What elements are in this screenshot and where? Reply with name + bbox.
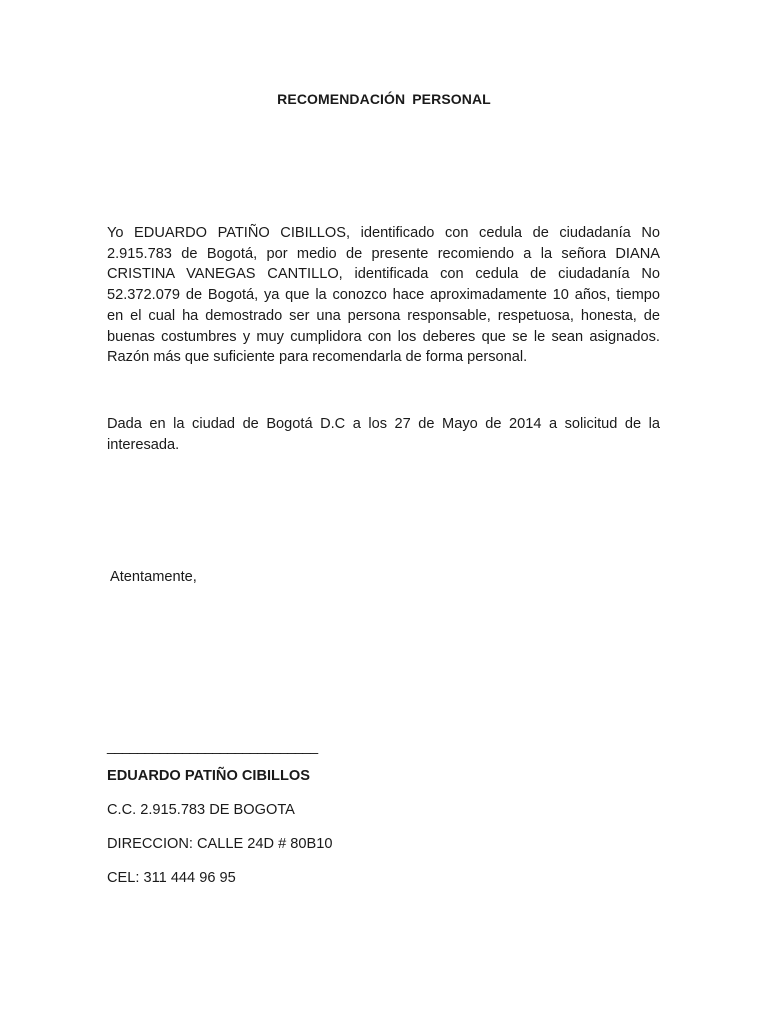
date-paragraph: Dada en la ciudad de Bogotá D.C a los 27 de Mayo de 2014 a solicitud de la interesada. <box>107 416 660 453</box>
signer-phone: CEL: 311 444 96 95 <box>107 870 236 886</box>
signature-line: ____________________________ <box>107 739 318 755</box>
closing-text: Atentamente, <box>110 569 197 585</box>
signer-name: EDUARDO PATIÑO CIBILLOS <box>107 768 310 784</box>
document-title: RECOMENDACIÓN PERSONAL <box>277 91 491 107</box>
recommendation-paragraph: Yo EDUARDO PATIÑO CIBILLOS, identificado con cedula de ciudadanía No 2.915.783 de Bogotá, por medio de presente recomiendo a la señora DIANA CRISTINA VANEGAS CANTILLO, identificada con cedula de ciudadanía No 52.372.079 de Bogotá, ya que la conozco hace aproximadamente 10 años, tiempo en el cual ha demostrado ser una persona responsable, respetuosa, honesta, de buenas costumbres y muy cumplidora con los deberes que se le sean asignados. Razón más que suficiente para recomendarla de forma personal. <box>107 225 660 366</box>
signer-id: C.C. 2.915.783 DE BOGOTA <box>107 802 295 818</box>
signer-address: DIRECCION: CALLE 24D # 80B10 <box>107 836 333 852</box>
